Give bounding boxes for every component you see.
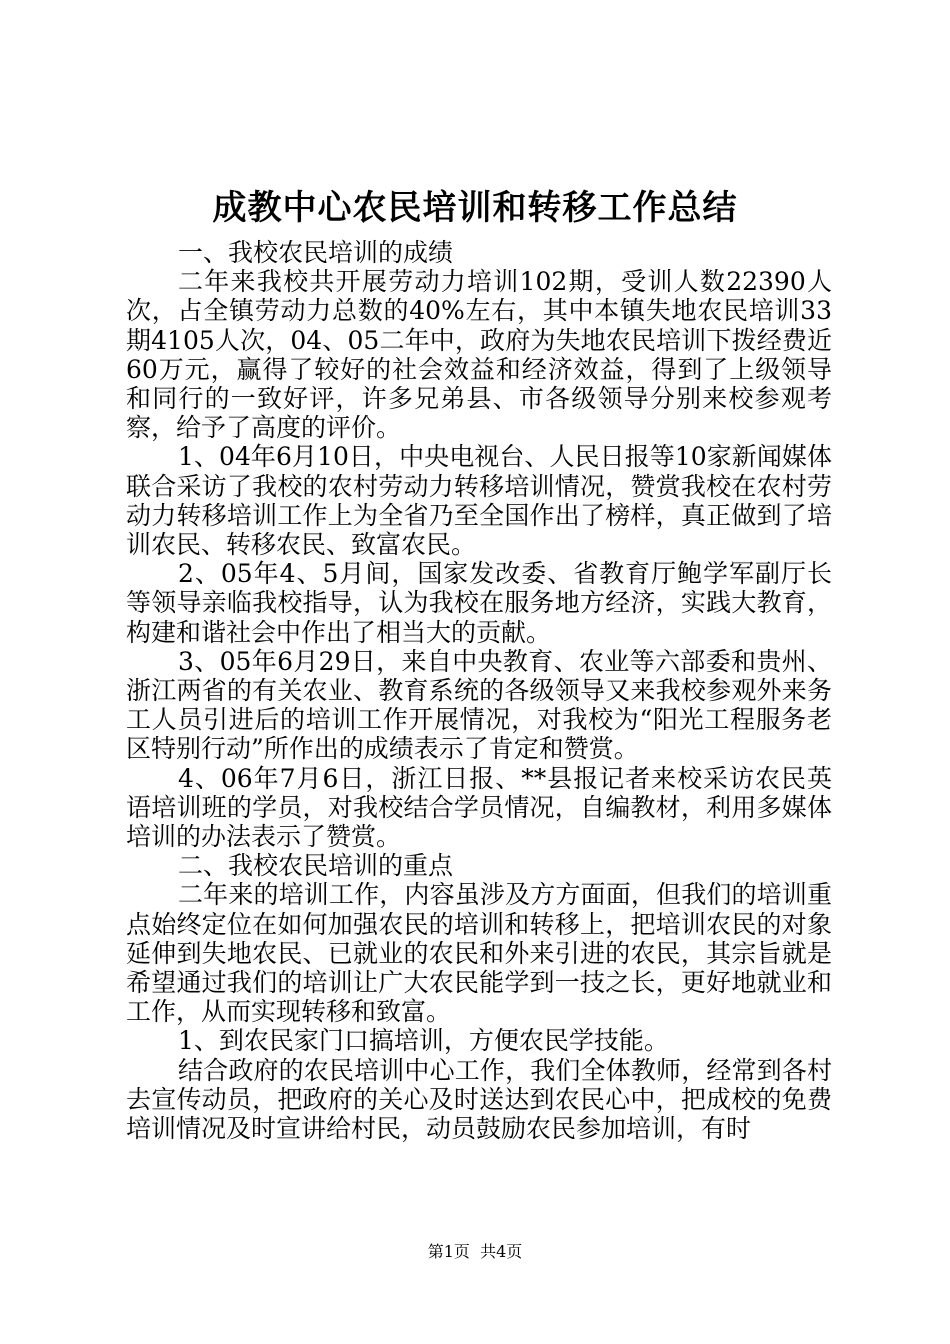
page-footer: 第1页 共4页 xyxy=(427,1242,523,1261)
paragraph-item-1: 1、04年6月10日，中央电视台、人民日报等10家新闻媒体联合采访了我校的农村劳动力转移培训情况，赞赏我校在农村劳动力转移培训工作上为全省乃至全国作出了榜样，真正做到了培训农民、转移农民、致富农民。 xyxy=(126,442,832,560)
paragraph-achievements-summary: 二年来我校共开展劳动力培训102期，受训人数22390人次，占全镇劳动力总数的40%左右，其中本镇失地农民培训33期4105人次，04、05二年中，政府为失地农民培训下拨经费近60万元，赢得了较好的社会效益和经济效益，得到了上级领导和同行的一致好评，许多兄弟县、市各级领导分别来校参观考察，给予了高度的评价。 xyxy=(126,267,832,443)
section-heading-2: 二、我校农民培训的重点 xyxy=(178,851,454,881)
document-body xyxy=(126,238,832,1143)
paragraph-item-4: 4、06年7月6日，浙江日报、**县报记者来校采访农民英语培训班的学员，对我校结合学员情况，自编教材，利用多媒体培训的办法表示了赞赏。 xyxy=(126,763,832,852)
paragraph-item-2: 2、05年4、5月间，国家发改委、省教育厅鲍学军副厅长等领导亲临我校指导，认为我校在服务地方经济，实践大教育，构建和谐社会中作出了相当大的贡献。 xyxy=(126,559,832,647)
section-heading-1: 一、我校农民培训的成绩 xyxy=(178,238,454,267)
paragraph-door-to-door-training: 结合政府的农民培训中心工作，我们全体教师，经常到各村去宣传动员，把政府的关心及时送达到农民心中，把成校的免费培训情况及时宣讲给村民，动员鼓励农民参加培训，有时 xyxy=(126,1055,832,1144)
paragraph-item-3: 3、05年6月29日，来自中央教育、农业等六部委和贵州、浙江两省的有关农业、教育系统的各级领导又来我校参观外来务工人员引进后的培训工作开展情况，对我校为“阳光工程服务老区特别行动”所作出的成绩表示了肯定和赞赏。 xyxy=(126,646,832,764)
paragraph-focus-summary: 二年来的培训工作，内容虽涉及方方面面，但我们的培训重点始终定位在如何加强农民的培训和转移上，把培训农民的对象延伸到失地农民、已就业的农民和外来引进的农民，其宗旨就是希望通过我们的培训让广大农民能学到一技之长，更好地就业和工作，从而实现转移和致富。 xyxy=(126,880,832,1027)
document-title: 成教中心农民培训和转移工作总结 xyxy=(212,188,738,228)
paragraph-subheading-1: 1、到农民家门口搞培训，方便农民学技能。 xyxy=(178,1026,669,1056)
